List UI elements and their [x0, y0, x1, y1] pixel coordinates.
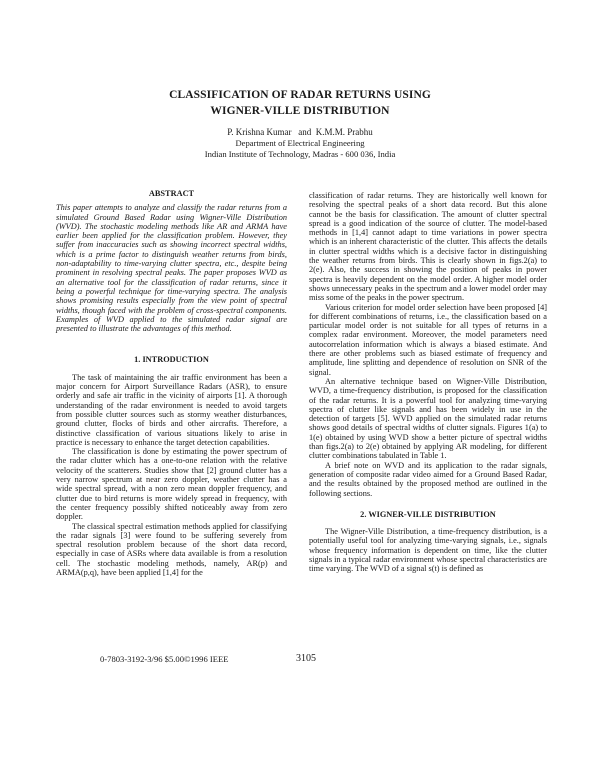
intro-paragraph: The classical spectral estimation methods applied for classifying the radar signals [3] were found to be suffering severely from spectral resolution problem because of the short data record, especially in case of ASRs where data available is from a resolution cell. The stochastic modeling methods, namely, AR(p) and ARMA(p,q), have been applied [1,4] for the [56, 521, 287, 577]
author-department: Department of Electrical Engineering [235, 138, 365, 148]
page-number: 3105 [296, 653, 316, 664]
left-column [56, 189, 287, 577]
copyright-line: 0-7803-3192-3/96 $5.00©1996 IEEE [100, 654, 229, 664]
abstract-text: This paper attempts to analyze and classify the radar returns from a simulated Ground Based Radar using Wigner-Ville Distribution (WVD). The stochastic modeling methods like AR and ARMA have earlier been applied for the classification problem. However, they suffer from inaccuracies such as showing incorrect spectral widths, which is a prime factor to distinguish weather returns from birds, non-adaptability to time-varying clutter spectra, etc., despite being prominent in resolving spectral peaks. The paper proposes WVD as an alternative tool for the classification of radar returns, since it being a powerful technique for time-varying spectra. The analysis shows promising results especially from the view point of spectral widths, though faced with the problem of cross-spectral components. Examples of WVD applied to the simulated radar signal are presented to illustrate the advantages of this method. [56, 203, 287, 334]
introduction-heading: 1. INTRODUCTION [134, 355, 209, 365]
author-institute: Indian Institute of Technology, Madras - 600 036, India [204, 149, 396, 159]
intro-paragraph: The task of maintaining the air traffic environment has been a major concern for Airport Surveillance Radars (ASR), to ensure orderly and safe air traffic in the vicinity of airports [1]. A thorough understanding of the radar environment is needed to avoid targets from possible clutter sources such as stormy weather disturbances, ground clutter, flocks of birds and other aircrafts. Therefore, a distinctive classification of various situations likely to arise in practice is necessary to enhance the target detection capabilities. [56, 372, 287, 447]
author-names: P. Krishna Kumar and K.M.M. Prabhu [227, 127, 373, 137]
intro-paragraph: The classification is done by estimating the power spectrum of the radar clutter which has a one-to-one relation with the relative velocity of the scatterers. Studies show that [2] ground clutter has a very narrow spectrum at near zero doppler, weather clutter has a wide spectral spread, with a non zero mean doppler frequency, and clutter due to bird returns is more widely spread in frequency, with the center frequency possibly shifted noticeably away from zero doppler. [56, 447, 287, 522]
intro-paragraph: A brief note on WVD and its application to the radar signals, generation of composite radar video aimed for a Ground Based Radar, and the results obtained by the proposed method are outlined in the following sections. [309, 460, 547, 498]
right-column [309, 191, 547, 574]
section2-heading: 2. WIGNER-VILLE DISTRIBUTION [360, 509, 496, 519]
section2-paragraph: The Wigner-Ville Distribution, a time-frequency distribution, is a potentially useful tool for analyzing time-varying signals, i.e., signals whose frequency information is dependent on time, like the clutter signals in a typical radar environment whose spectral characteristics are time varying. The WVD of a signal s(t) is defined as [309, 527, 547, 574]
author-block [0, 127, 600, 160]
title-line-2: WIGNER-VILLE DISTRIBUTION [210, 105, 390, 117]
intro-paragraph: An alternative technique based on Wigner-Ville Distribution, WVD, a time-frequency distribution, is proposed for the classification of the radar returns. It is a powerful tool for analyzing time-varying spectra of clutter like signals and has been widely in use in the detection of targets [5]. WVD applied on the simulated radar returns shows good details of spectral widths of clutter signals. Figures 1(a) to 1(e) obtained by using WVD show a better picture of spectral widths than figs.2(a) to 2(e) obtained by applying AR modeling, for different clutter combinations tabulated in Table 1. [309, 376, 547, 461]
intro-paragraph: Various criterion for model order selection have been proposed [4] for different combinations of returns, i.e., the classification based on a particular model order is not suitable for all types of returns in a complex radar environment. Moreover, the model parameters need autocorrelation information which is always a biased estimate. And there are other problems such as biased estimate of frequency and amplitude, line splitting and dependence of resolution on SNR of the signal. [309, 302, 547, 377]
title-line-1: CLASSIFICATION OF RADAR RETURNS USING [169, 89, 431, 101]
intro-paragraph: classification of radar returns. They are historically well known for resolving the spectral peaks of a short data record. But this alone cannot be the basis for classification. The amount of clutter spectral spread is a good indication of the source of clutter. The model-based methods in [1,4] cannot adapt to time variations in power spectra which is an inherent characteristic of the clutter. This affects the details in clutter spectral widths which is a decisive factor in distinguishing the weather returns from birds. This is clearly shown in figs.2(a) to 2(e). Also, the success in showing the position of peaks in power spectra is heavily dependent on the model order. A higher model order shows unnecessary peaks in the spectrum and a lower model order may miss some of the peaks in the power spectrum. [309, 191, 547, 303]
abstract-heading: ABSTRACT [148, 189, 195, 198]
paper-title [0, 87, 600, 119]
